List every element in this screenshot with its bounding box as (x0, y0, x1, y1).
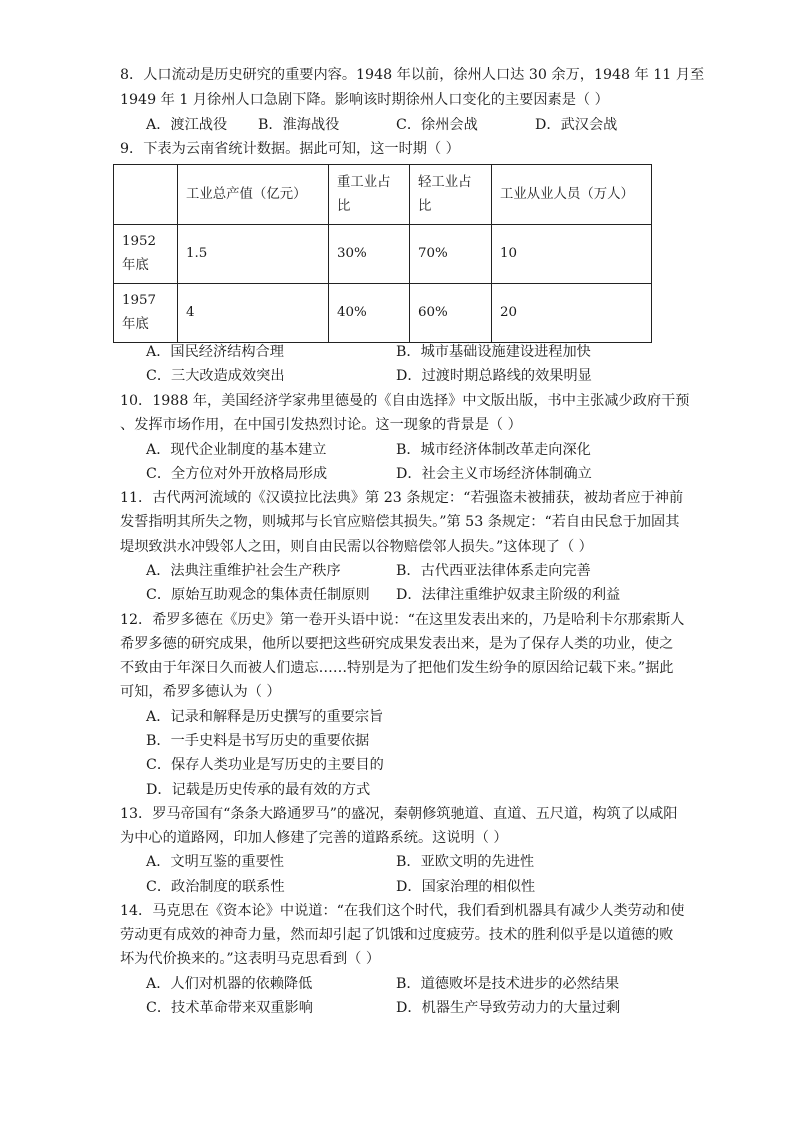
q9-option-b: B．城市基础设施建设进程加快 (396, 344, 591, 360)
table-cell: 70% (410, 225, 492, 284)
q8-option-a: A．渡江战役 (146, 117, 228, 133)
q8-option-d: D．武汉会战 (535, 117, 618, 133)
q13-option-b: B．亚欧文明的先进性 (396, 854, 535, 870)
q14-stem-line-1: 14．马克思在《资本论》中说道：“在我们这个时代，我们看到机器具有减少人类劳动和使 (120, 903, 685, 919)
table-header-cell: 轻工业占比 (410, 165, 492, 225)
q11-option-d: D．法律注重维护奴隶主阶级的利益 (396, 587, 621, 603)
q13-stem-line-2: 为中心的道路网，印加人修建了完善的道路系统。这说明（ ） (120, 830, 508, 846)
table-row (114, 284, 652, 343)
q9-option-d: D．过渡时期总路线的效果明显 (396, 368, 592, 384)
table-header-cell: 工业从业人员（万人） (492, 165, 652, 225)
q12-option-d: D．记载是历史传承的最有效的方式 (146, 782, 371, 798)
q10-option-a: A．现代企业制度的基本建立 (146, 442, 327, 458)
q13-option-c: C．政治制度的联系性 (146, 879, 285, 895)
q9-stem-line-1: 9．下表为云南省统计数据。据此可知，这一时期（ ） (120, 141, 460, 157)
q10-option-d: D．社会主义市场经济体制确立 (396, 466, 592, 482)
q11-stem-line-2: 发誓指明其所失之物，则城邦与长官应赔偿其损失。”第 53 条规定：“若自由民怠于加固其 (120, 514, 680, 530)
table-header-cell: 重工业占比 (329, 165, 410, 225)
q13-stem-line-1: 13．罗马帝国有“条条大路通罗马”的盛况，秦朝修筑驰道、直道、五尺道，构筑了以咸阳 (120, 806, 678, 822)
q13-option-a: A．文明互鉴的重要性 (146, 854, 284, 870)
q14-option-d: D．机器生产导致劳动力的大量过剩 (396, 1000, 621, 1016)
q8-option-c: C．徐州会战 (396, 117, 478, 133)
table-cell: 4 (178, 284, 329, 343)
table-cell: 60% (410, 284, 492, 343)
q8-stem-line-2: 1949 年 1 月徐州人口急剧下降。影响该时期徐州人口变化的主要因素是（ ） (120, 92, 609, 108)
table-cell: 40% (329, 284, 410, 343)
table-cell: 1.5 (178, 225, 329, 284)
table-cell: 1957 年底 (114, 284, 178, 343)
q11-option-a: A．法典注重维护社会生产秩序 (146, 563, 341, 579)
q14-option-c: C．技术革命带来双重影响 (146, 1000, 313, 1016)
q12-stem-line-3: 不致由于年深日久而被人们遗忘……特别是为了把他们发生纷争的原因给记载下来。”据此 (120, 660, 674, 676)
q14-option-a: A．人们对机器的依赖降低 (146, 976, 313, 992)
q9-option-c: C．三大改造成效突出 (146, 368, 285, 384)
table-cell: 1952 年底 (114, 225, 178, 284)
q10-option-b: B．城市经济体制改革走向深化 (396, 442, 591, 458)
q12-stem-line-2: 希罗多德的研究成果，他所以要把这些研究成果发表出来，是为了保存人类的功业，使之 (120, 636, 674, 652)
q10-stem-line-1: 10．1988 年，美国经济学家弗里德曼的《自由选择》中文版出版，书中主张减少政府干预 (120, 393, 690, 409)
q11-option-b: B．古代西亚法律体系走向完善 (396, 563, 591, 579)
q8-stem-line-1: 8．人口流动是历史研究的重要内容。1948 年以前，徐州人口达 30 余万，1948 年 11 月至 (120, 67, 705, 83)
q14-stem-line-2: 劳动更有成效的神奇力量，然而却引起了饥饿和过度疲劳。技术的胜利似乎是以道德的败 (120, 927, 674, 943)
table-header-row (114, 165, 652, 225)
q11-stem-line-1: 11．古代两河流域的《汉谟拉比法典》第 23 条规定：“若强盗未被捕获，被劫者应于神前 (120, 490, 684, 506)
yunnan-statistics-table (113, 164, 652, 343)
q11-option-c: C．原始互助观念的集体责任制原则 (146, 587, 370, 603)
q8-option-b: B．淮海战役 (258, 117, 340, 133)
table-cell: 20 (492, 284, 652, 343)
table-header-cell: 工业总产值（亿元） (178, 165, 329, 225)
q12-stem-line-4: 可知，希罗多德认为（ ） (120, 684, 281, 700)
q12-option-c: C．保存人类功业是写历史的主要目的 (146, 757, 384, 773)
table-header-cell (114, 165, 178, 225)
q10-option-c: C．全方位对外开放格局形成 (146, 466, 328, 482)
q13-option-d: D．国家治理的相似性 (396, 879, 536, 895)
q12-option-b: B．一手史料是书写历史的重要依据 (146, 733, 370, 749)
q14-option-b: B．道德败坏是技术进步的必然结果 (396, 976, 620, 992)
q10-stem-line-2: 、发挥市场作用，在中国引发热烈讨论。这一现象的背景是（ ） (120, 417, 522, 433)
q12-option-a: A．记录和解释是历史撰写的重要宗旨 (146, 709, 384, 725)
q12-stem-line-1: 12．希罗多德在《历史》第一卷开头语中说：“在这里发表出来的，乃是哈利卡尔那索斯人 (120, 612, 685, 628)
table-row (114, 225, 652, 284)
q11-stem-line-3: 堤坝致洪水冲毁邻人之田，则自由民需以谷物赔偿邻人损失。”这体现了（ ） (120, 539, 593, 555)
table-cell: 10 (492, 225, 652, 284)
q9-option-a: A．国民经济结构合理 (146, 344, 284, 360)
table-cell: 30% (329, 225, 410, 284)
q14-stem-line-3: 坏为代价换来的。”这表明马克思看到（ ） (120, 951, 381, 967)
